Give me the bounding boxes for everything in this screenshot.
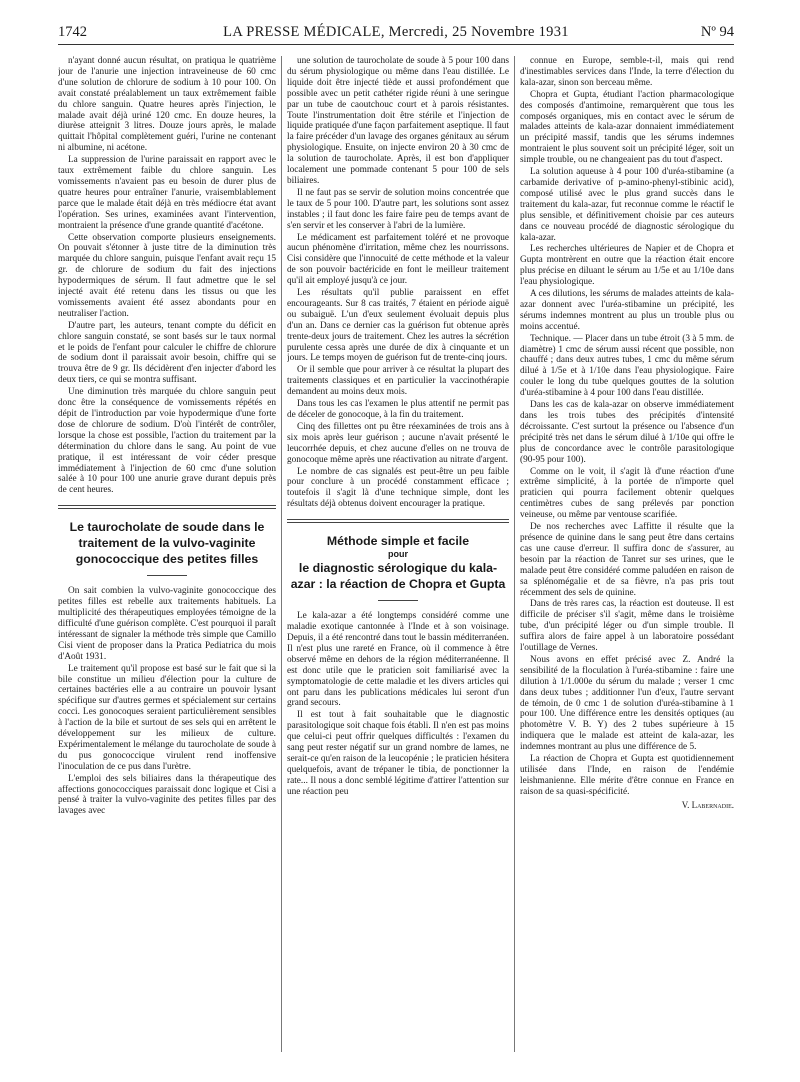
paragraph: Technique. — Placer dans un tube étroit (3 à 5 mm. de diamètre) 1 cmc de sérum aussi récent que possible, non chauffé ; dans deux autres tubes, 1 cmc du même sérum dilué à 1/5e et à 1/10e dans l'eau physiologique. Faire couler le long du tube quelques gouttes de la solution d'uréa-stibamine à 4 pour 100 dans l'eau distillée. (520, 333, 734, 399)
paragraph: A ces dilutions, les sérums de malades atteints de kala-azar donnent avec l'uréa-stibamine un précipité, les sérums indemnes montrent au plus un trouble plus ou moins accentué. (520, 289, 734, 332)
article-title-line-2: le diagnostic sérologique du kala-azar : la réaction de Chopra et Gupta (290, 561, 506, 592)
paragraph: une solution de taurocholate de soude à 5 pour 100 dans du sérum physiologique ou même dans l'eau distillée. Le liquide doit être injecté tiède et aussi profondément que possible avec un petit cathéter rigide réuni à une seringue par un tube de caoutchouc court et à parois résistantes. Toute l'instrumentation doit être stérile et l'injection de liquide pratiquée d'une façon parfaitement aseptique. Il faut la faire précéder d'un lavage des organes génitaux au sérum physiologique. Ensuite, on injecte environ 20 à 30 cmc de la solution de taurocholate. Après, il est bon d'appliquer localement une pommade contenant 5 pour 100 de sels biliaires. (287, 56, 509, 186)
paragraph: Le traitement qu'il propose est basé sur le fait que si la bile constitue un milieu d'élection pour la culture de certaines bactéries elle a au contraire un pouvoir lysant spécifique sur d'autres germes et spécialement sur certains cocci. Les gonocoques seraient particulièrement sensibles à l'action de la bile et surtout de ses sels qui en arrêtent le développement sur les milieux de culture. Expérimentalement le mélange du taurocholate de soude à du pus gonococcique virulent rend inoffensive l'inoculation de ce pus dans l'urètre. (58, 663, 276, 772)
section-rule (58, 505, 276, 506)
paragraph: Le nombre de cas signalés est peut-être un peu faible pour conclure à un procédé constamment efficace ; toutefois il s'agit là d'une technique simple, dont les résultats déjà obtenus doivent encourager la pratique. (287, 466, 509, 510)
paragraph: Cette observation comporte plusieurs enseignements. On pouvait s'étonner à juste titre de la diminution très marquée du chlore sanguin, puisque l'enfant avait reçu 15 gr. de chlorure de sodium du fait des injections hypodermiques de sérum. Il faut admettre que le sel injecté avait été retenu dans les tissus ou que les vomissements avaient été assez abondants pour en neutraliser l'action. (58, 232, 276, 319)
paragraph: Le médicament est parfaitement toléré et ne provoque aucun phénomène d'irritation, même chez les nourrissons. Cisi considère que l'innocuité de cette méthode et la valeur de son pouvoir bactéricide en font le meilleur traitement qu'il ait employé jusqu'à ce jour. (287, 232, 509, 287)
title-rule (147, 575, 187, 576)
paragraph: connue en Europe, semble-t-il, mais qui rend d'inestimables services dans l'Inde, la terre d'élection du kala-azar, sinon son berceau même. (520, 56, 734, 88)
journal-title: LA PRESSE MÉDICALE, Mercredi, 25 Novembre 1931 (223, 24, 569, 40)
paragraph: Dans tous les cas l'examen le plus attentif ne permit pas de déceler de gonocoque, à la fin du traitement. (287, 399, 509, 420)
paragraph: On sait combien la vulvo-vaginite gonococcique des petites filles est rebelle aux traitements habituels. La multiplicité des thérapeutiques employées témoigne de la difficulté d'une guérison complète. C'est pourquoi il paraît intéressant de signaler la méthode très simple que Camillo Cisi vient de proposer dans la Pratica Pediatrica du mois d'Août 1931. (58, 586, 276, 662)
paragraph: La suppression de l'urine paraissait en rapport avec le taux extrêmement faible du chlore sanguin. Les vomissements n'avaient pas eu besoin de durer plus de quatre heures pour entraîner l'anurie, vraisemblablement parce que le malade était déjà en très médiocre état avant l'opération. Ses urines, examinées avant l'intervention, montraient la présence d'une grande quantité d'acétone. (58, 155, 276, 231)
section-rule (287, 519, 509, 520)
column-1 (58, 56, 276, 1058)
column-divider (514, 56, 515, 1052)
page-number: 1742 (58, 24, 87, 40)
paragraph: Nous avons en effet précisé avec Z. André la sensibilité de la floculation à l'uréa-stibamine : faire une dilution à 1/1.000e du sérum du malade ; verser 1 cmc dans deux tubes ; additionner l'un d'eux, l'autre servant de témoin, de 0 cmc 1 de solution d'uréa-stibamine à 1 pour 100. Une différence entre les densités optiques (au photomètre V. B. Y) des 2 tubes supérieure à 15 indiquera que le malade est atteint de kala-azar, les indemnes montrant au plus une différence de 5. (520, 654, 734, 753)
title-rule (378, 600, 418, 601)
paragraph: Les résultats qu'il publie paraissent en effet encourageants. Sur 8 cas traités, 7 étaient en période aiguë ou subaiguë. L'un d'eux seulement évoluait depuis plus d'un an. Dans ce dernier cas la guérison fut obtenue après trente-deux jours de traitement. Chez les autres la sécrétion purulente cessa après une durée de dix à cinquante et un jours. Le temps moyen de guérison fut de trente-cinq jours. (287, 288, 509, 364)
paragraph: Le kala-azar a été longtemps considéré comme une maladie exotique cantonnée à l'Inde et à son voisinage. Depuis, il a été rencontré dans tout le bassin méditerranéen. Il n'est plus une rareté en France, où il commence à être observé même en dehors de la région méditerranéenne. Il est donc utile que le praticien soit familiarisé avec la symptomatologie de cette maladie et les divers articles qui ont paru dans les publications médicales lui seront d'un grand secours. (287, 611, 509, 709)
column-divider (281, 56, 282, 1052)
paragraph: D'autre part, les auteurs, tenant compte du déficit en chlore sanguin constaté, se sont basés sur le taux normal et le poids de l'enfant pour calculer le chiffre de chlorure de sodium dont il paraissait avoir besoin, chiffre qui se trouva être de 9 gr. Ils décidèrent d'en injecter d'abord les deux tiers, ce qui se montra suffisant. (58, 320, 276, 386)
article-title-line-1: Méthode simple et facile (326, 534, 470, 549)
paragraph: La réaction de Chopra et Gupta est quotidiennement utilisée dans l'Inde, en raison de l'endémie leishmanienne. Elle mérite d'être connue en France en raison de sa quasi-spécificité. (520, 754, 734, 797)
paragraph: Les recherches ultérieures de Napier et de Chopra et Gupta montrèrent en outre que la réaction était encore plus précise en diluant le sérum au 1/5e et au 1/10e dans l'eau physiologique. (520, 244, 734, 288)
paragraph: Or il semble que pour arriver à ce résultat la plupart des traitements classiques et en particulier la vaccinothérapie demandent au moins deux mois. (287, 365, 509, 398)
author-signature: V. Labernadie. (681, 799, 734, 810)
paragraph: L'emploi des sels biliaires dans la thérapeutique des affections gonococciques paraissait donc logique et Cisi a pensé à traiter la vulvo-vaginite des petites filles par des lavages avec (58, 773, 276, 817)
article-title (287, 533, 509, 592)
paragraph: De nos recherches avec Laffitte il résulte que la présence de quinine dans le sang peut être dans certains cas une cause d'erreur. Il suffira donc de s'assurer, au besoin par la réaction de Tanret sur ses urines, que le malade peut être considéré comme paludéen en raison de sa splénomégalie et de sa fièvre, n'a pas pris tout récemment des sels de quinine. (520, 522, 734, 598)
issue-number: Nº 94 (700, 24, 734, 40)
paragraph: n'ayant donné aucun résultat, on pratiqua le quatrième jour de l'anurie une injection intraveineuse de 60 cmc d'une solution de chlorure de sodium à 10 pour 100. On avait constaté préalablement un taux extrêmement faible du chlore sanguin. Quatre heures après l'injection, le malade avait déjà uriné 120 cmc. En douze heures, la diurèse atteignit 3 litres. Douze jours après, le malade quittait l'hôpital complètement guéri, l'urine ne contenant ni albumine, ni acétone. (58, 56, 276, 154)
paragraph: Cinq des fillettes ont pu être réexaminées de trois ans à six mois après leur guérison ; aucune n'avait présenté le leucorrhée depuis, et chez aucune d'elles on ne trouva de gonocoque même après une réactivation au nitrate d'argent. (287, 421, 509, 465)
column-2 (287, 56, 509, 1058)
section-rule (287, 522, 509, 523)
paragraph: Dans de très rares cas, la réaction est douteuse. Il est difficile de préciser s'il s'agit, même dans le troisième tube, d'un précipité léger ou d'un simple trouble. Il suffira alors de faire appel à un laboratoire possédant l'outillage de Vernes. (520, 599, 734, 654)
page-header (58, 22, 734, 45)
paragraph: Une diminution très marquée du chlore sanguin peut donc être la conséquence de vomissements répétés en dépit de l'introduction par voie hypodermique d'une forte dose de chlorure de sodium. D'où l'intérêt de contrôler, lorsque la chose est possible, l'action du traitement par la détermination du chlore dans le sang. Au point de vue pratique, il est intéressant de voir céder presque immédiatement à l'injection de 60 cmc d'une solution salée à 10 pour 100 une anurie grave durant depuis près de cent heures. (58, 387, 276, 496)
paragraph: Il est tout à fait souhaitable que le diagnostic parasitologique soit chaque fois établi. Il n'en est pas moins que celui-ci peut offrir quelques difficultés : l'examen du sang peut rester négatif sur un grand nombre de lames, ne serait-ce qu'en raison de la leucopénie ; le praticien hésitera quelquefois, avant de trépaner le tibia, de ponctionner la rate... Il nous a donc semblé légitime d'attirer l'attention sur une réaction peu (287, 710, 509, 797)
paragraph: Il ne faut pas se servir de solution moins concentrée que le taux de 5 pour 100. D'autre part, les solutions sont assez instables ; il faut donc les faire faire peu de temps avant de s'en servir et les conserver à l'abri de la lumière. (287, 187, 509, 231)
article-title: Le taurocholate de soude dans le traitement de la vulvo-vaginite gonococcique des petites filles (69, 520, 265, 567)
section-rule (58, 508, 276, 509)
column-3 (520, 56, 734, 1058)
paragraph: La solution aqueuse à 4 pour 100 d'uréa-stibamine (a carbamide derivative of p-amino-phenyl-stibinic acid), composé utilisé avec le plus grand succès dans le traitement du kala-azar, fut reconnue comme le réactif le plus sensible, et définitivement choisie par ces auteurs dans ce nouveau procédé de diagnostic sérologique du kala-azar. (520, 167, 734, 243)
paragraph: Dans les cas de kala-azar on observe immédiatement dans les trois tubes des précipités d'intensité décroissante. C'est surtout la présence ou l'absence d'un précipité très net dans le sérum dilué à 1/10e qui offre le plus de concordance avec le contrôle parasitologique (90-95 pour 100). (520, 400, 734, 465)
paragraph: Chopra et Gupta, étudiant l'action pharmacologique des composés d'antimoine, remarquèrent que tous les composés organiques, mis en contact avec le sérum de malades atteints de kala-azar donnaient immédiatement un précipité massif, tandis que les sérums indemnes montraient le plus souvent soit un précipité léger, soit un simple trouble, ou ne changeaient pas du tout d'aspect. (520, 89, 734, 166)
article-title-connector: pour (388, 549, 408, 560)
paragraph: Comme on le voit, il s'agit là d'une réaction d'une extrême simplicité, à la portée de n'importe quel praticien qui pourra facilement obtenir quelques centimètres cubes de sang prélevés par ponction veineuse, ou même par ventouse scarifiée. (520, 466, 734, 521)
